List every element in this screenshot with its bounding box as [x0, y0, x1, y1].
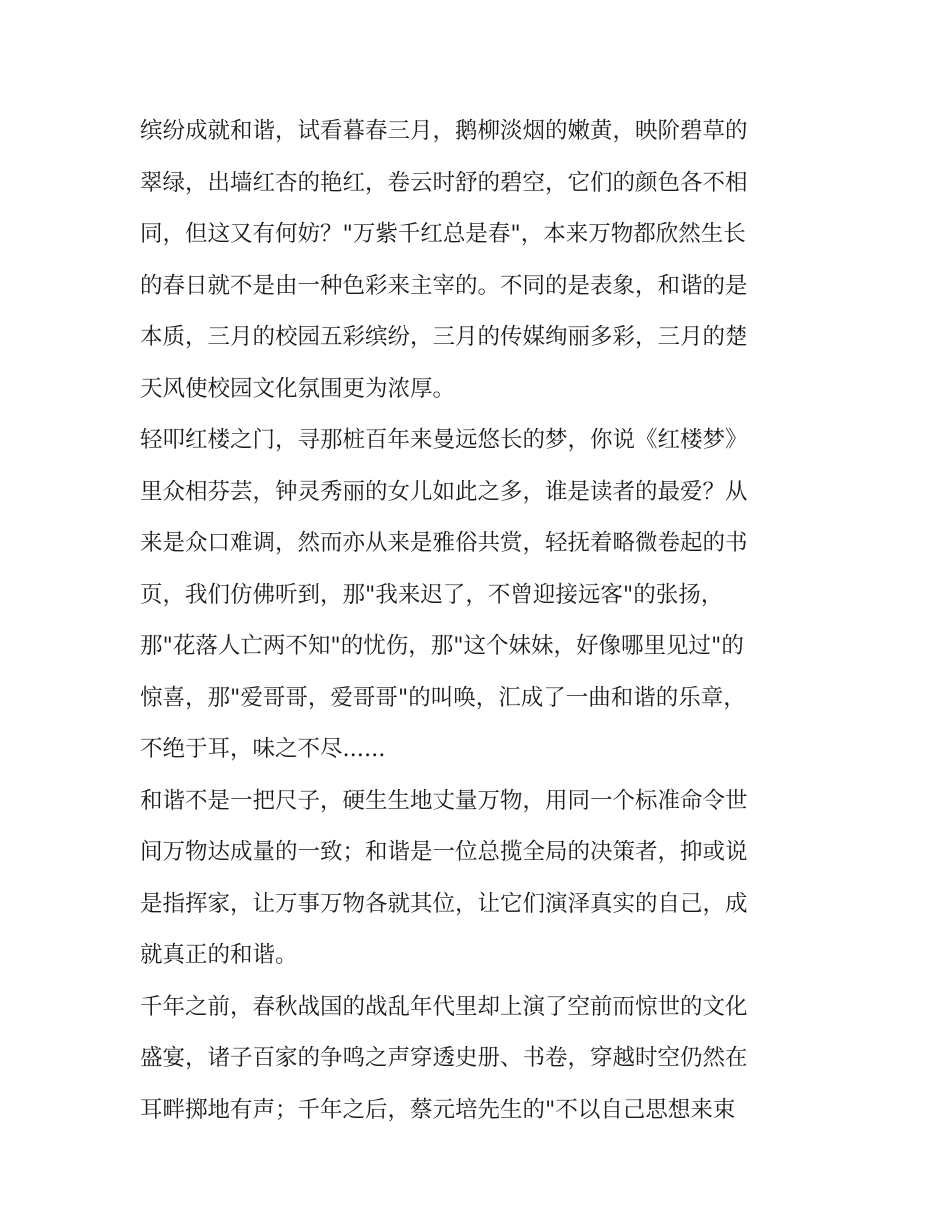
text-line: 就真正的和谐。 — [140, 942, 298, 968]
text-line: 翠绿，出墙红杏的艳红，卷云时舒的碧空，它们的颜色各不相 — [140, 169, 748, 196]
text-line: 页，我们仿佛听到，那"我来迟了，不曾迎接远客"的张扬， — [140, 581, 724, 608]
text-line: 里众相芬芸，钟灵秀丽的女儿如此之多，谁是读者的最爱？从 — [140, 478, 748, 505]
text-line: 同，但这又有何妨？"万紫千红总是春"，本来万物都欣然生长 — [140, 221, 746, 247]
text-line: 是指挥家，让万事万物各就其位，让它们演泽真实的自己，成 — [140, 890, 748, 917]
text-line: 间万物达成量的一致；和谐是一位总揽全局的决策者，抑或说 — [140, 839, 748, 865]
text-line: 天风使校园文化氛围更为浓厚。 — [140, 375, 456, 402]
essay-body — [140, 106, 820, 1136]
text-line: 惊喜，那"爱哥哥，爱哥哥"的叫唤，汇成了一曲和谐的乐章， — [140, 684, 746, 711]
text-line: 千年之前，春秋战国的战乱年代里却上演了空前而惊世的文化 — [140, 993, 748, 1020]
text-line: 缤纷成就和谐，试看暮春三月，鹅柳淡烟的嫩黄，映阶碧草的 — [140, 118, 748, 144]
text-line: 本质，三月的校园五彩缤纷，三月的传媒绚丽多彩，三月的楚 — [140, 324, 748, 350]
text-line: 轻叩红楼之门，寻那桩百年来曼远悠长的梦，你说《红楼梦》 — [140, 427, 748, 453]
text-line: 的春日就不是由一种色彩来主宰的。不同的是表象，和谐的是 — [140, 272, 748, 299]
text-line: 和谐不是一把尺子，硬生生地丈量万物，用同一个标准命令世 — [140, 787, 748, 814]
text-line: 盛宴，诸子百家的争鸣之声穿透史册、书卷，穿越时空仍然在 — [140, 1045, 748, 1071]
text-line: 耳畔掷地有声；千年之后，蔡元培先生的"不以自己思想来束 — [140, 1096, 736, 1123]
text-line: 来是众口难调，然而亦从来是雅俗共赏，轻抚着略微卷起的书 — [140, 530, 748, 556]
text-line: 那"花落人亡两不知"的忧伤，那"这个妹妹，好像哪里见过"的 — [140, 633, 744, 659]
text-line: 不绝于耳，味之不尽...... — [140, 736, 386, 762]
